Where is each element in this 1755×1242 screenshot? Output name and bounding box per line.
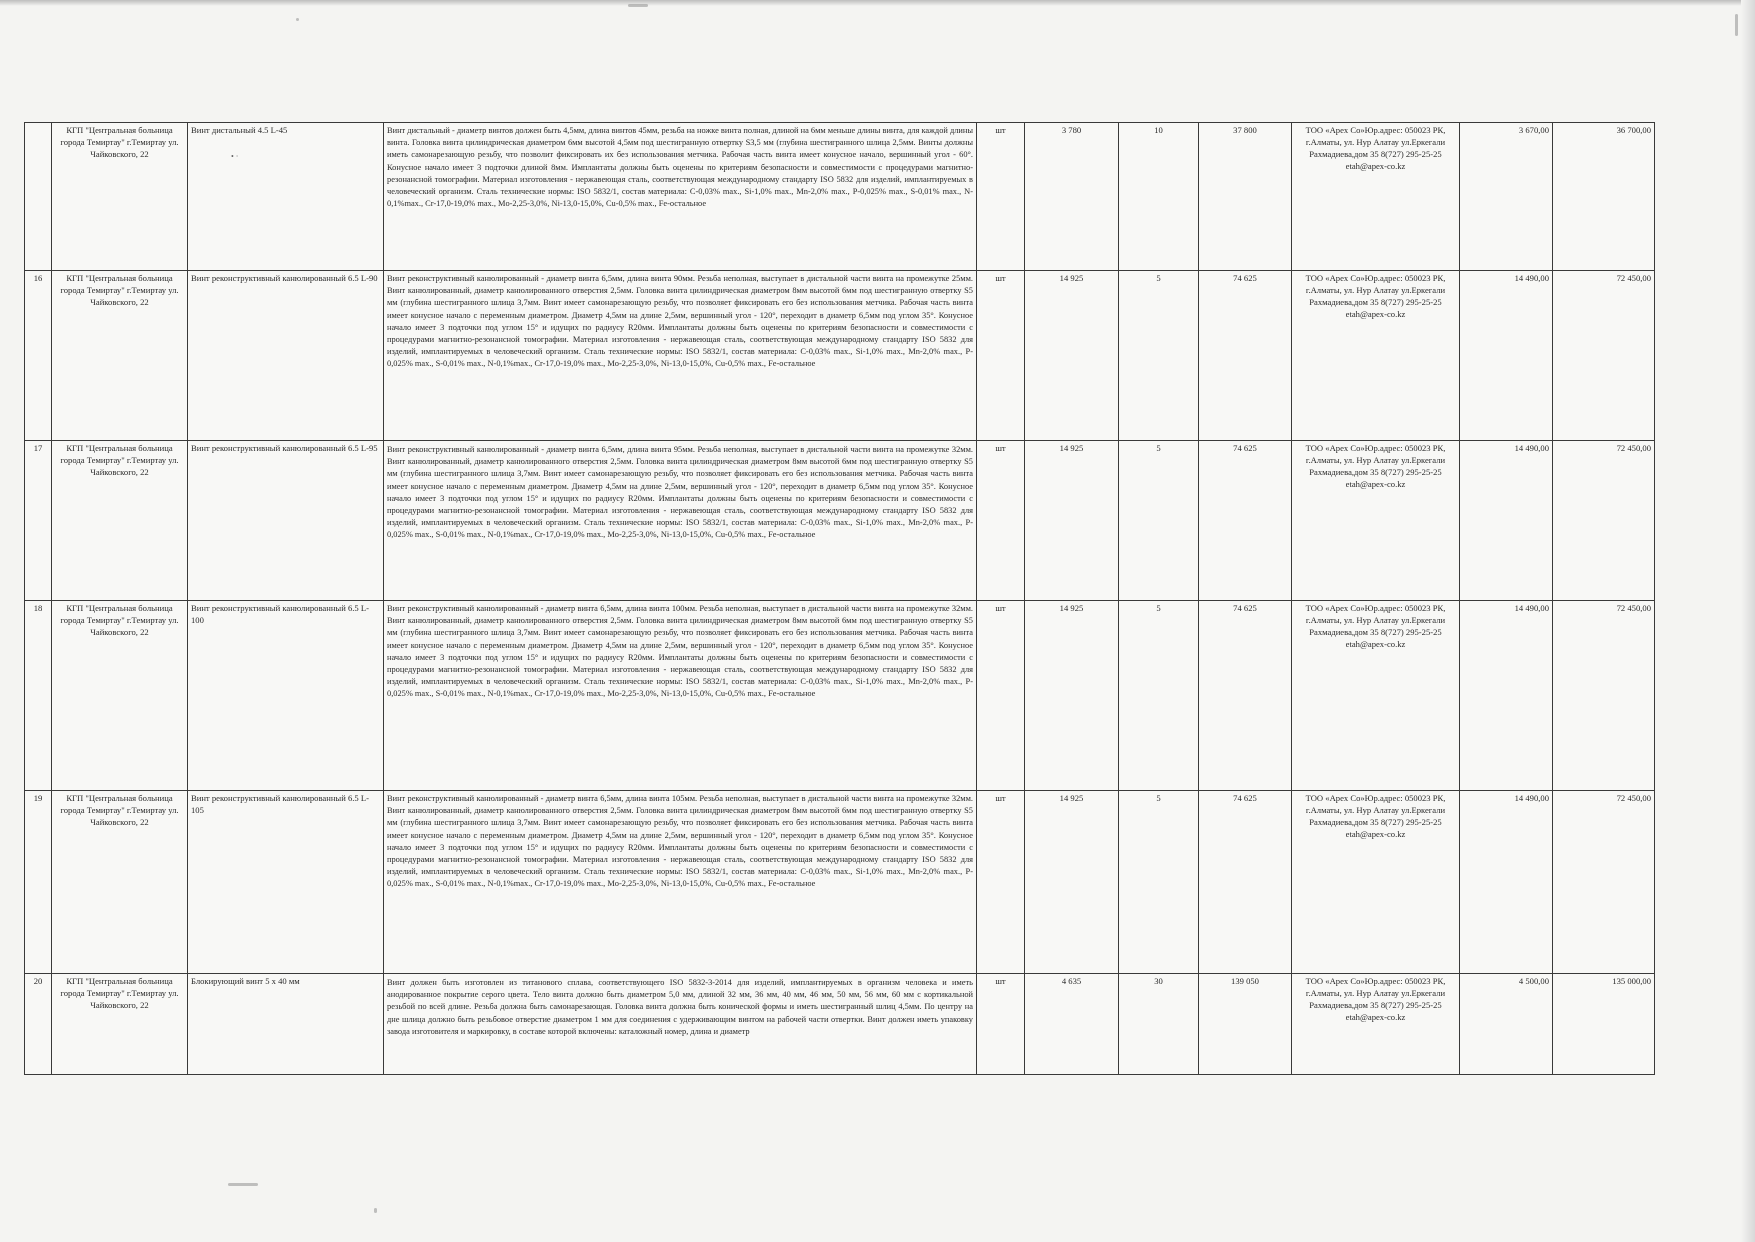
customer-cell: КГП "Центральная больница города Темиртау" г.Темиртау ул. Чайковского, 22 bbox=[52, 601, 188, 791]
row-number: 19 bbox=[25, 791, 52, 974]
table-row bbox=[25, 123, 1655, 271]
customer-cell: КГП "Центральная больница города Темиртау" г.Темиртау ул. Чайковского, 22 bbox=[52, 271, 188, 441]
product-name-cell: Винт реконструктивный канюлированный 6.5 L-95 bbox=[188, 441, 384, 601]
supplier-cell: ТОО «Apex Co»Юр.адрес: 050023 РК, г.Алматы, ул. Нур Алатау ул.Еркегали Рахмадиева,дом 35 8(727) 295-25-25 etah@apex-co.kz bbox=[1292, 123, 1460, 271]
table-row bbox=[25, 271, 1655, 441]
scan-speck bbox=[374, 1208, 377, 1213]
sum-cell: 37 800 bbox=[1199, 123, 1292, 271]
unit-cell: шт bbox=[977, 123, 1025, 271]
unit-price-cell: 14 490,00 bbox=[1460, 271, 1553, 441]
product-name-cell: Блокирующий винт 5 x 40 мм bbox=[188, 974, 384, 1075]
description-cell: Винт должен быть изготовлен из титанового сплава, соответствующего ISO 5832-3-2014 для изделий, имплантируемых в организм человека и иметь анодированное покрытие серого цвета. Тело винта должно быть диаметром 5,0 мм, длиной 32 мм, 36 мм, 40 мм, 46 мм, 50 мм, 56 мм, 60 мм с кортикальной резьбой по всей длине. Резьба должна быть самонарезающая. Головка винта должна быть конической формы и иметь шестигранный шлиц 4,5мм. По центру на дне шлица должно быть резьбовое отверстие диаметром 1 мм для соединения с удерживающим винтом на рабочей части отвертки. Винт должен иметь упаковку завода изготовителя и маркировку, в составе которой включены: каталожный номер, длина и диаметр bbox=[384, 974, 977, 1075]
price-cell: 14 925 bbox=[1025, 601, 1119, 791]
table-row bbox=[25, 441, 1655, 601]
supplier-cell: ТОО «Apex Co»Юр.адрес: 050023 РК, г.Алматы, ул. Нур Алатау ул.Еркегали Рахмадиева,дом 35 8(727) 295-25-25 etah@apex-co.kz bbox=[1292, 271, 1460, 441]
product-name-cell: Винт реконструктивный канюлированный 6.5 L-105 bbox=[188, 791, 384, 974]
row-number: 17 bbox=[25, 441, 52, 601]
procurement-table bbox=[24, 122, 1655, 1075]
row-number: 20 bbox=[25, 974, 52, 1075]
sum-cell: 74 625 bbox=[1199, 271, 1292, 441]
scan-edge-top bbox=[0, 0, 1755, 6]
unit-cell: шт bbox=[977, 974, 1025, 1075]
unit-price-cell: 3 670,00 bbox=[1460, 123, 1553, 271]
product-name: Винт дистальный 4.5 L-45 bbox=[191, 125, 288, 135]
total-cell: 36 700,00 bbox=[1553, 123, 1655, 271]
supplier-cell: ТОО «Apex Co»Юр.адрес: 050023 РК, г.Алматы, ул. Нур Алатау ул.Еркегали Рахмадиева,дом 35 8(727) 295-25-25 etah@apex-co.kz bbox=[1292, 601, 1460, 791]
quantity-cell: 10 bbox=[1119, 123, 1199, 271]
scan-edge-right bbox=[1741, 0, 1755, 1242]
total-cell: 72 450,00 bbox=[1553, 601, 1655, 791]
scan-dots: • · bbox=[231, 151, 239, 161]
supplier-cell: ТОО «Apex Co»Юр.адрес: 050023 РК, г.Алматы, ул. Нур Алатау ул.Еркегали Рахмадиева,дом 35 8(727) 295-25-25 etah@apex-co.kz bbox=[1292, 974, 1460, 1075]
table-row bbox=[25, 791, 1655, 974]
row-number: 16 bbox=[25, 271, 52, 441]
supplier-cell: ТОО «Apex Co»Юр.адрес: 050023 РК, г.Алматы, ул. Нур Алатау ул.Еркегали Рахмадиева,дом 35 8(727) 295-25-25 etah@apex-co.kz bbox=[1292, 441, 1460, 601]
scan-speck bbox=[628, 4, 648, 7]
price-cell: 3 780 bbox=[1025, 123, 1119, 271]
price-cell: 14 925 bbox=[1025, 441, 1119, 601]
description-cell: Винт реконструктивный канюлированный - диаметр винта 6,5мм, длина винта 90мм. Резьба неполная, выступает в дистальной части винта на промежутке 25мм. Винт канюлированный, диаметр канюлированного отверстия 2,5мм. Головка винта цилиндрическая диаметром 8мм высотой 6мм под шестигранную отвертку S5 мм (глубина шестигранного шлица 3,7мм. Винт имеет самонарезающую резьбу, что позволяет фиксировать его без использования метчика. Рабочая часть винта имеет конусное начало с переменным диаметром. Диаметр 4,5мм на длине 2,5мм, вершинный угол - 120°, переходит в диаметр 6,5мм под углом 35°. Конусное начало имеет 3 подточки под углом 15° и идущих по радиусу R20мм. Имплантаты должны быть оценены по критериям безопасности и совместимости с процедурами магнитно-резонансной томографии. Материал изготовления - нержавеющая сталь, соответствующая международному стандарту ISO 5832 для изделий, имплантируемых в человеческий организм. Сталь технические нормы: ISO 5832/1, состав материала: C-0,03% max., Si-1,0% max., Mn-2,0% max., P-0,025% max., S-0,01% max., N-0,1%max., Cr-17,0-19,0% max., Mo-2,25-3,0%, Ni-13,0-15,0%, Cu-0,5% max., Fe-остальное bbox=[384, 271, 977, 441]
quantity-cell: 5 bbox=[1119, 441, 1199, 601]
sum-cell: 74 625 bbox=[1199, 441, 1292, 601]
total-cell: 72 450,00 bbox=[1553, 271, 1655, 441]
unit-cell: шт bbox=[977, 271, 1025, 441]
unit-price-cell: 14 490,00 bbox=[1460, 441, 1553, 601]
product-name-cell bbox=[188, 123, 384, 271]
sum-cell: 74 625 bbox=[1199, 601, 1292, 791]
total-cell: 72 450,00 bbox=[1553, 791, 1655, 974]
description-cell: Винт реконструктивный канюлированный - диаметр винта 6,5мм, длина винта 105мм. Резьба неполная, выступает в дистальной части винта на промежутке 32мм. Винт канюлированный, диаметр канюлированного отверстия 2,5мм. Головка винта цилиндрическая диаметром 8мм высотой 6мм под шестигранную отвертку S5 мм (глубина шестигранного шлица 3,7мм. Винт имеет самонарезающую резьбу, что позволяет фиксировать его без использования метчика. Рабочая часть винта имеет конусное начало с переменным диаметром. Диаметр 4,5мм на длине 2,5мм, вершинный угол - 120°, переходит в диаметр 6,5мм под углом 35°. Конусное начало имеет 3 подточки под углом 15° и идущих по радиусу R20мм. Имплантаты должны быть оценены по критериям безопасности и совместимости с процедурами магнитно-резонансной томографии. Материал изготовления - нержавеющая сталь, соответствующая международному стандарту ISO 5832 для изделий, имплантируемых в человеческий организм. Сталь технические нормы: ISO 5832/1, состав материала: C-0,03% max., Si-1,0% max., Mn-2,0% max., P-0,025% max., S-0,01% max., N-0,1%max., Cr-17,0-19,0% max., Mo-2,25-3,0%, Ni-13,0-15,0%, Cu-0,5% max., Fe-остальное bbox=[384, 791, 977, 974]
quantity-cell: 5 bbox=[1119, 271, 1199, 441]
scan-speck bbox=[296, 18, 299, 21]
description-cell: Винт реконструктивный канюлированный - диаметр винта 6,5мм, длина винта 100мм. Резьба неполная, выступает в дистальной части винта на промежутке 32мм. Винт канюлированный, диаметр канюлированного отверстия 2,5мм. Головка винта цилиндрическая диаметром 8мм высотой 6мм под шестигранную отвертку S5 мм (глубина шестигранного шлица 3,7мм. Винт имеет самонарезающую резьбу, что позволяет фиксировать его без использования метчика. Рабочая часть винта имеет конусное начало с переменным диаметром. Диаметр 4,5мм на длине 2,5мм, вершинный угол - 120°, переходит в диаметр 6,5мм под углом 35°. Конусное начало имеет 3 подточки под углом 15° и идущих по радиусу R20мм. Имплантаты должны быть оценены по критериям безопасности и совместимости с процедурами магнитно-резонансной томографии. Материал изготовления - нержавеющая сталь, соответствующая международному стандарту ISO 5832 для изделий, имплантируемых в человеческий организм. Сталь технические нормы: ISO 5832/1, состав материала: C-0,03% max., Si-1,0% max., Mn-2,0% max., P-0,025% max., S-0,01% max., N-0,1%max., Cr-17,0-19,0% max., Mo-2,25-3,0%, Ni-13,0-15,0%, Cu-0,5% max., Fe-остальное bbox=[384, 601, 977, 791]
quantity-cell: 5 bbox=[1119, 791, 1199, 974]
unit-price-cell: 14 490,00 bbox=[1460, 791, 1553, 974]
total-cell: 135 000,00 bbox=[1553, 974, 1655, 1075]
row-number: 18 bbox=[25, 601, 52, 791]
customer-cell: КГП "Центральная больница города Темиртау" г.Темиртау ул. Чайковского, 22 bbox=[52, 441, 188, 601]
product-name-cell: Винт реконструктивный канюлированный 6.5 L-90 bbox=[188, 271, 384, 441]
unit-cell: шт bbox=[977, 791, 1025, 974]
sum-cell: 139 050 bbox=[1199, 974, 1292, 1075]
supplier-cell: ТОО «Apex Co»Юр.адрес: 050023 РК, г.Алматы, ул. Нур Алатау ул.Еркегали Рахмадиева,дом 35 8(727) 295-25-25 etah@apex-co.kz bbox=[1292, 791, 1460, 974]
description-cell: Винт реконструктивный канюлированный - диаметр винта 6,5мм, длина винта 95мм. Резьба неполная, выступает в дистальной части винта на промежутке 32мм. Винт канюлированный, диаметр канюлированного отверстия 2,5мм. Головка винта цилиндрическая диаметром 8мм высотой 6мм под шестигранную отвертку S5 мм (глубина шестигранного шлица 3,7мм. Винт имеет самонарезающую резьбу, что позволяет фиксировать его без использования метчика. Рабочая часть винта имеет конусное начало с переменным диаметром. Диаметр 4,5мм на длине 2,5мм, вершинный угол - 120°, переходит в диаметр 6,5мм под углом 35°. Конусное начало имеет 3 подточки под углом 15° и идущих по радиусу R20мм. Имплантаты должны быть оценены по критериям безопасности и совместимости с процедурами магнитно-резонансной томографии. Материал изготовления - нержавеющая сталь, соответствующая международному стандарту ISO 5832 для изделий, имплантируемых в человеческий организм. Сталь технические нормы: ISO 5832/1, состав материала: C-0,03% max., Si-1,0% max., Mn-2,0% max., P-0,025% max., S-0,01% max., N-0,1%max., Cr-17,0-19,0% max., Mo-2,25-3,0%, Ni-13,0-15,0%, Cu-0,5% max., Fe-остальное bbox=[384, 441, 977, 601]
price-cell: 14 925 bbox=[1025, 271, 1119, 441]
quantity-cell: 5 bbox=[1119, 601, 1199, 791]
price-cell: 14 925 bbox=[1025, 791, 1119, 974]
table-row bbox=[25, 974, 1655, 1075]
row-number bbox=[25, 123, 52, 271]
scan-speck bbox=[228, 1183, 258, 1186]
customer-cell: КГП "Центральная больница города Темиртау" г.Темиртау ул. Чайковского, 22 bbox=[52, 974, 188, 1075]
quantity-cell: 30 bbox=[1119, 974, 1199, 1075]
unit-cell: шт bbox=[977, 601, 1025, 791]
description-cell: Винт дистальный - диаметр винтов должен быть 4,5мм, длина винтов 45мм, резьба на ножке винта полная, длиной на 6мм меньше длины винта, для каждой длины винта. Головка винта цилиндрическая диаметром 6мм высотой 4,5мм под шестигранную отвертку S3,5 мм (глубина шестигранного шлица 2,5мм. Винты должны иметь самонарезающую резьбу, что позволит фиксировать их без использования метчика. Рабочая часть винта имеет конусное начало, вершинный угол - 60°. Конусное начало имеет 3 подточки длиной 8мм. Имплантаты должны быть оценены по критериям безопасности и совместимости с процедурами магнитно-резонансной томографии. Материал изготовления - нержавеющая сталь, соответствующая международному стандарту ISO 5832 для изделий, имплантируемых в человеческий организм. Сталь технические нормы: ISO 5832/1, состав материала: C-0,03% max., Si-1,0% max., Mn-2,0% max., P-0,025% max., S-0,01% max., N-0,1%max., Cr-17,0-19,0% max., Mo-2,25-3,0%, Ni-13,0-15,0%, Cu-0,5% max., Fe-остальное bbox=[384, 123, 977, 271]
table-row bbox=[25, 601, 1655, 791]
scan-speck bbox=[1735, 14, 1738, 36]
unit-price-cell: 14 490,00 bbox=[1460, 601, 1553, 791]
customer-cell: КГП "Центральная больница города Темиртау" г.Темиртау ул. Чайковского, 22 bbox=[52, 791, 188, 974]
price-cell: 4 635 bbox=[1025, 974, 1119, 1075]
unit-cell: шт bbox=[977, 441, 1025, 601]
sum-cell: 74 625 bbox=[1199, 791, 1292, 974]
customer-cell: КГП "Центральная больница города Темиртау" г.Темиртау ул. Чайковского, 22 bbox=[52, 123, 188, 271]
product-name-cell: Винт реконструктивный канюлированный 6.5 L-100 bbox=[188, 601, 384, 791]
total-cell: 72 450,00 bbox=[1553, 441, 1655, 601]
unit-price-cell: 4 500,00 bbox=[1460, 974, 1553, 1075]
